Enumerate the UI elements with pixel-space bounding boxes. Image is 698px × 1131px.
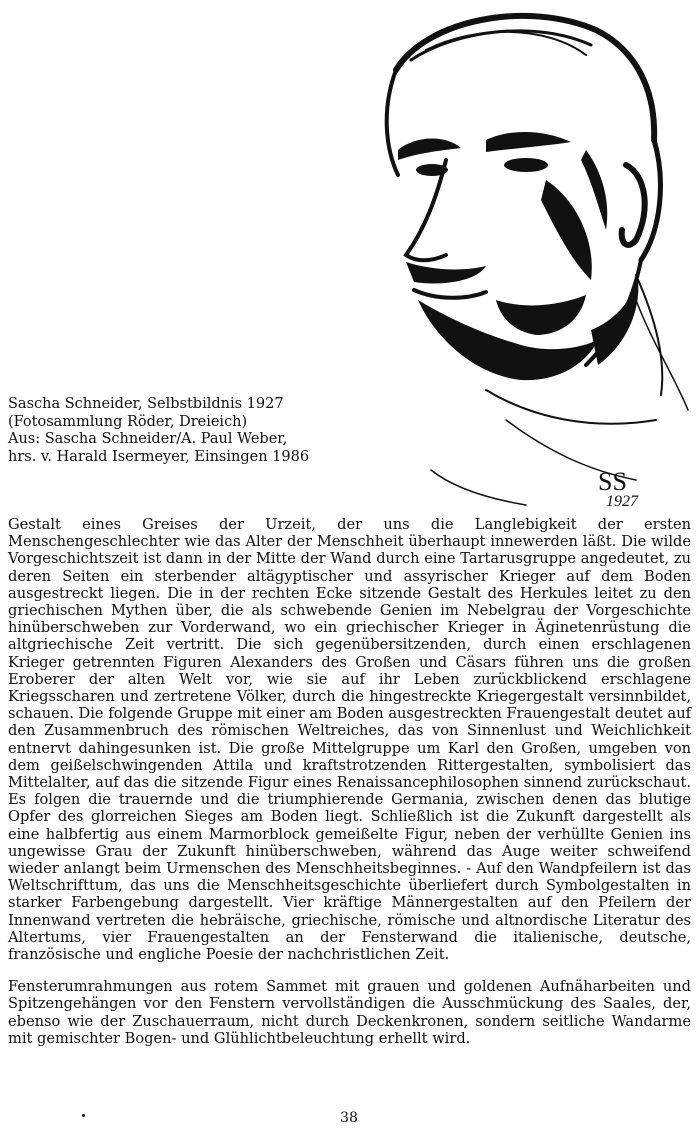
self-portrait-drawing [336,0,698,512]
signature-year: 1927 [606,493,638,510]
caption-line-source: Aus: Sascha Schneider/A. Paul Weber, [8,431,288,447]
artist-signature [598,467,639,510]
image-caption [8,396,338,466]
signature-initials: SS [598,467,627,496]
paragraph: Fensterumrahmungen aus rotem Sammet mit grauen und goldenen Aufnäharbeiten und Spitzengehängen vor den Fenstern vervollständigen die Ausschmückung des Saales, der, ebenso wie der Zuschauerraum, nicht durch Deckenkronen, sondern seitliche Wandarme mit gemischter Bogen- und Glühlichtbeleuchtung erhellt wird. [8,978,691,1047]
page-number: 38 [340,1110,358,1126]
caption-line-title: Sascha Schneider, Selbstbildnis 1927 [8,396,284,412]
portrait-illustration [336,0,698,512]
caption-line-editor: hrs. v. Harald Isermeyer, Einsingen 1986 [8,448,310,465]
caption-line-collection: (Fotosammlung Röder, Dreieich) [8,413,248,430]
body-text [8,516,691,1062]
paragraph: Gestalt eines Greises der Urzeit, der uns die Langlebigkeit der ersten Menschengeschlechter wie das Alter der Menschheit überhaupt innewerden läßt. Die wilde Vorgeschichtszeit ist dann in der Mitte der Wand durch eine Tartarusgruppe angedeutet, zu deren Seiten ein sterbender altägyptischer und assyrischer Krieger auf dem Boden ausgestreckt liegen. Die in der rechten Ecke sitzende Gestalt des Herkules leitet zu den griechischen Mythen über, die als schwebende Genien im Nebelgrau der Vorgeschichte hinüberschweben zur Vorderwand, wo ein griechischer Krieger in Äginetenrüstung die altgriechische Zeit vertritt. Die sich gegenübersitzenden, durch einen erschlagenen Krieger getrennten Figuren Alexanders des Großen und Cäsars führen uns die großen Eroberer der alten Welt vor, wie sie auf ihr Leben zurückblickend erschlagene Kriegsscharen und zertretene Völker, durch die hingestreckte Kriegergestalt versinnbildet, schauen. Die folgende Gruppe mit einer am Boden ausgestreckten Frauengestalt deutet auf den Zusammenbruch des römischen Weltreiches, das von Sinnenlust und Weichlichkeit entnervt dahingesunken ist. Die große Mittelgruppe um Karl den Großen, umgeben von dem geißelschwingenden Attila und kraftstrotzenden Rittergestalten, symbolisiert das Mittelalter, auf das die sitzende Figur eines Renaissancephilosophen sinnend zurückschaut. Es folgen die trauernde und die triumphierende Germania, zwischen denen das blutige Opfer des glorreichen Sieges am Boden liegt. Schließlich ist die Zukunft dargestellt als eine halbfertig aus einem Marmorblock gemeißelte Figur, neben der verhüllte Genien ins ungewisse Grau der Zukunft hinüberschweben, während das Auge weiter schweifend wieder anlangt beim Urmenschen des Menschheitsbeginnes. - Auf den Wandpfeilern ist das Weltschrifttum, das uns die Menschheitsgeschichte überliefert durch Symbolgestalten in starker Farbengebung dargestellt. Vier kräftige Männergestalten auf den Pfeilern der Innenwand vertreten die hebräische, griechische, römische und altnordische Literatur des Altertums, vier Frauengestalten an der Fensterwand die italienische, deutsche, französische und engliche Poesie der nachchristlichen Zeit. [8,516,691,964]
